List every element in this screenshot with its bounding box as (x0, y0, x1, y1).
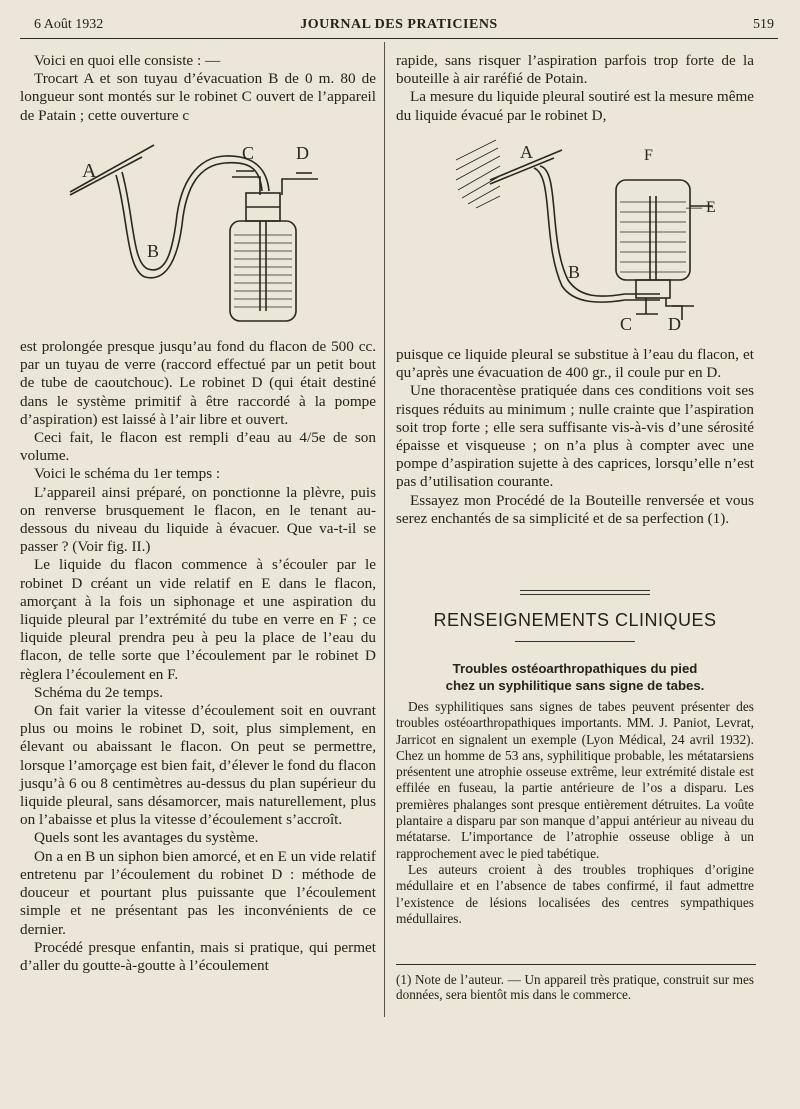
title-underline (515, 641, 635, 642)
paragraph: Quels sont les avantages du système. (34, 829, 259, 847)
paragraph: Trocart A et son tuyau d’évacuation B de 0 m. 80 de longueur sont montés sur le robinet C ouvert de l’appareil de Patain ; cette ouverture c (20, 70, 376, 124)
separator-rule (520, 594, 650, 595)
issue-date: 6 Août 1932 (34, 17, 104, 32)
paragraph: Le liquide du flacon commence à s’écouler par le robinet D créant un vide relatif en E dans le flacon, amorçant à la fois un siphonage et une aspiration du liquide pleural par l’extrémité du tube en verre en F ; ce liquide pleural prendra peu à peu la place de l’eau du flacon, de telle sorte que l’écoulement par le robinet D règlera l’écoulement en F. (20, 556, 376, 683)
figure-label-d: D (296, 143, 309, 163)
paragraph: Essayez mon Procédé de la Bouteille renversée et vous serez enchantés de sa simplicité et de sa perfection (1). (396, 491, 754, 527)
footnote: (1) Note de l’auteur. — Un appareil très pratique, construit sur mes données, sera bientôt mis dans le commerce. (396, 972, 754, 1002)
right-column-intro (396, 52, 754, 125)
separator-rule (520, 590, 650, 591)
paragraph: Les auteurs croient à des troubles trophiques d’origine médullaire et en l’absence de tabes confirmé, il faut admettre l’existence de lésions localisées des centres sympathiques médullaires. (396, 861, 754, 926)
article-title-line-2: chez un syphilitique sans signe de tabes. (445, 678, 705, 693)
figure-label-f: F (644, 147, 653, 164)
left-column-intro (20, 52, 376, 125)
paragraph: Schéma du 2e temps. (34, 683, 164, 701)
column-divider (384, 42, 385, 1017)
footnote-rule (396, 964, 756, 965)
paragraph: est prolongée presque jusqu’au fond du flacon de 500 cc. par un tuyau de verre (raccord effectué par un petit bout de tube de caoutchouc). Le robinet D (qui était destiné dans le système primitif à être raccordé à la pompe d’aspiration) est laissé à l’air libre et ouvert. (20, 338, 376, 428)
paragraph: La mesure du liquide pleural soutiré est la mesure même du liquide évacué par le robinet D, (396, 88, 754, 124)
paragraph: Voici le schéma du 1er temps : (34, 465, 221, 483)
figure-2-apparatus (450, 130, 750, 340)
running-header (20, 14, 778, 39)
paragraph: On a en B un siphon bien amorcé, et en E un vide relatif entretenu par l’écoulement du robinet D : méthode de douceur et pourtant plus puissante que l’écoulement simple et ne présentant pas les inconvénients de ce dernier. (20, 847, 376, 938)
figure-label-a: A (82, 160, 97, 182)
figure-label-e: — E (686, 199, 716, 216)
article-title (396, 660, 754, 694)
paragraph: Procédé presque enfantin, mais si pratique, qui permet d’aller du goutte-à-goutte à l’écoulement (20, 938, 376, 974)
paragraph: On fait varier la vitesse d’écoulement soit en ouvrant plus ou moins le robinet D, soit, plus simplement, en élevant ou abaissant le flacon. On peut se permettre, lorsque l’amorçage est bien fait, d’élever le fond du flacon jusqu’à 6 ou 8 centimètres au-dessus du plan supérieur du liquide pleural, sans désamorcer, mais naturellement, plus on l’abaisse et plus la vitesse d’écoulement s’accroît. (20, 702, 376, 829)
figure-label-a: A (520, 142, 533, 162)
paragraph: Des syphilitiques sans signes de tabes peuvent présenter des troubles ostéoarthropathiques importants. MM. J. Paniot, Levrat, Jarricot en signalent un exemple (Lyon Médical, 24 avril 1932). Chez un homme de 53 ans, syphilitique probable, les métatarsiens présentent une atrophie osseuse extrême, leur extrémité distale est effilée en fuseau, la partie antérieure de l’os a disparu. Les premières phalanges sont presque entièrement détruites. La voûte plantaire a disparu par son manque d’appui antérieur au niveau du métatarse. L’importance de l’atrophie osseuse oblige à un rapprochement avec le pied tabétique. (396, 699, 754, 861)
figure-label-b: B (147, 241, 160, 261)
paragraph: puisque ce liquide pleural se substitue à l’eau du flacon, et qu’après une évacuation de 400 gr., il coule pur en D. (396, 346, 754, 382)
figure-label-b: B (568, 262, 581, 282)
paragraph: Ceci fait, le flacon est rempli d’eau au 4/5e de son volume. (20, 429, 376, 465)
page-number: 519 (753, 17, 774, 32)
figure-1-apparatus (50, 135, 360, 330)
article-title-line-1: Troubles ostéoarthropathiques du pied (452, 661, 698, 676)
paragraph: L’appareil ainsi préparé, on ponctionne la plèvre, puis on renverse brusquement le flacon, en le tenant au-dessous du niveau du liquide à évacuer. Que va-t-il se passer ? (Voir fig. II.) (20, 483, 376, 556)
right-column-body (396, 346, 754, 528)
figure-label-d: D (668, 314, 681, 334)
left-column-body (20, 338, 376, 975)
journal-title: JOURNAL DES PRATICIENS (300, 17, 498, 32)
section-title: RENSEIGNEMENTS CLINIQUES (433, 610, 717, 630)
figure-label-c: C (242, 143, 255, 163)
paragraph: Une thoracentèse pratiquée dans ces conditions voit ses risques réduits au minimum ; nulle crainte que l’aspiration soit trop forte ; elle sera suffisante vis-à-vis d’une sérosité épaisse et visqueuse ; on n’a plus à compter avec une pompe d’aspiration sujette à des caprices, lorsqu’elle n’est pas d’utilisation courante. (396, 382, 754, 491)
paragraph: Voici en quoi elle consiste : — (34, 52, 221, 69)
paragraph: rapide, sans risquer l’aspiration parfois trop forte de la bouteille à air raréfié de Potain. (396, 52, 754, 88)
figure-label-c: C (620, 314, 633, 334)
clinical-summary (396, 699, 754, 927)
